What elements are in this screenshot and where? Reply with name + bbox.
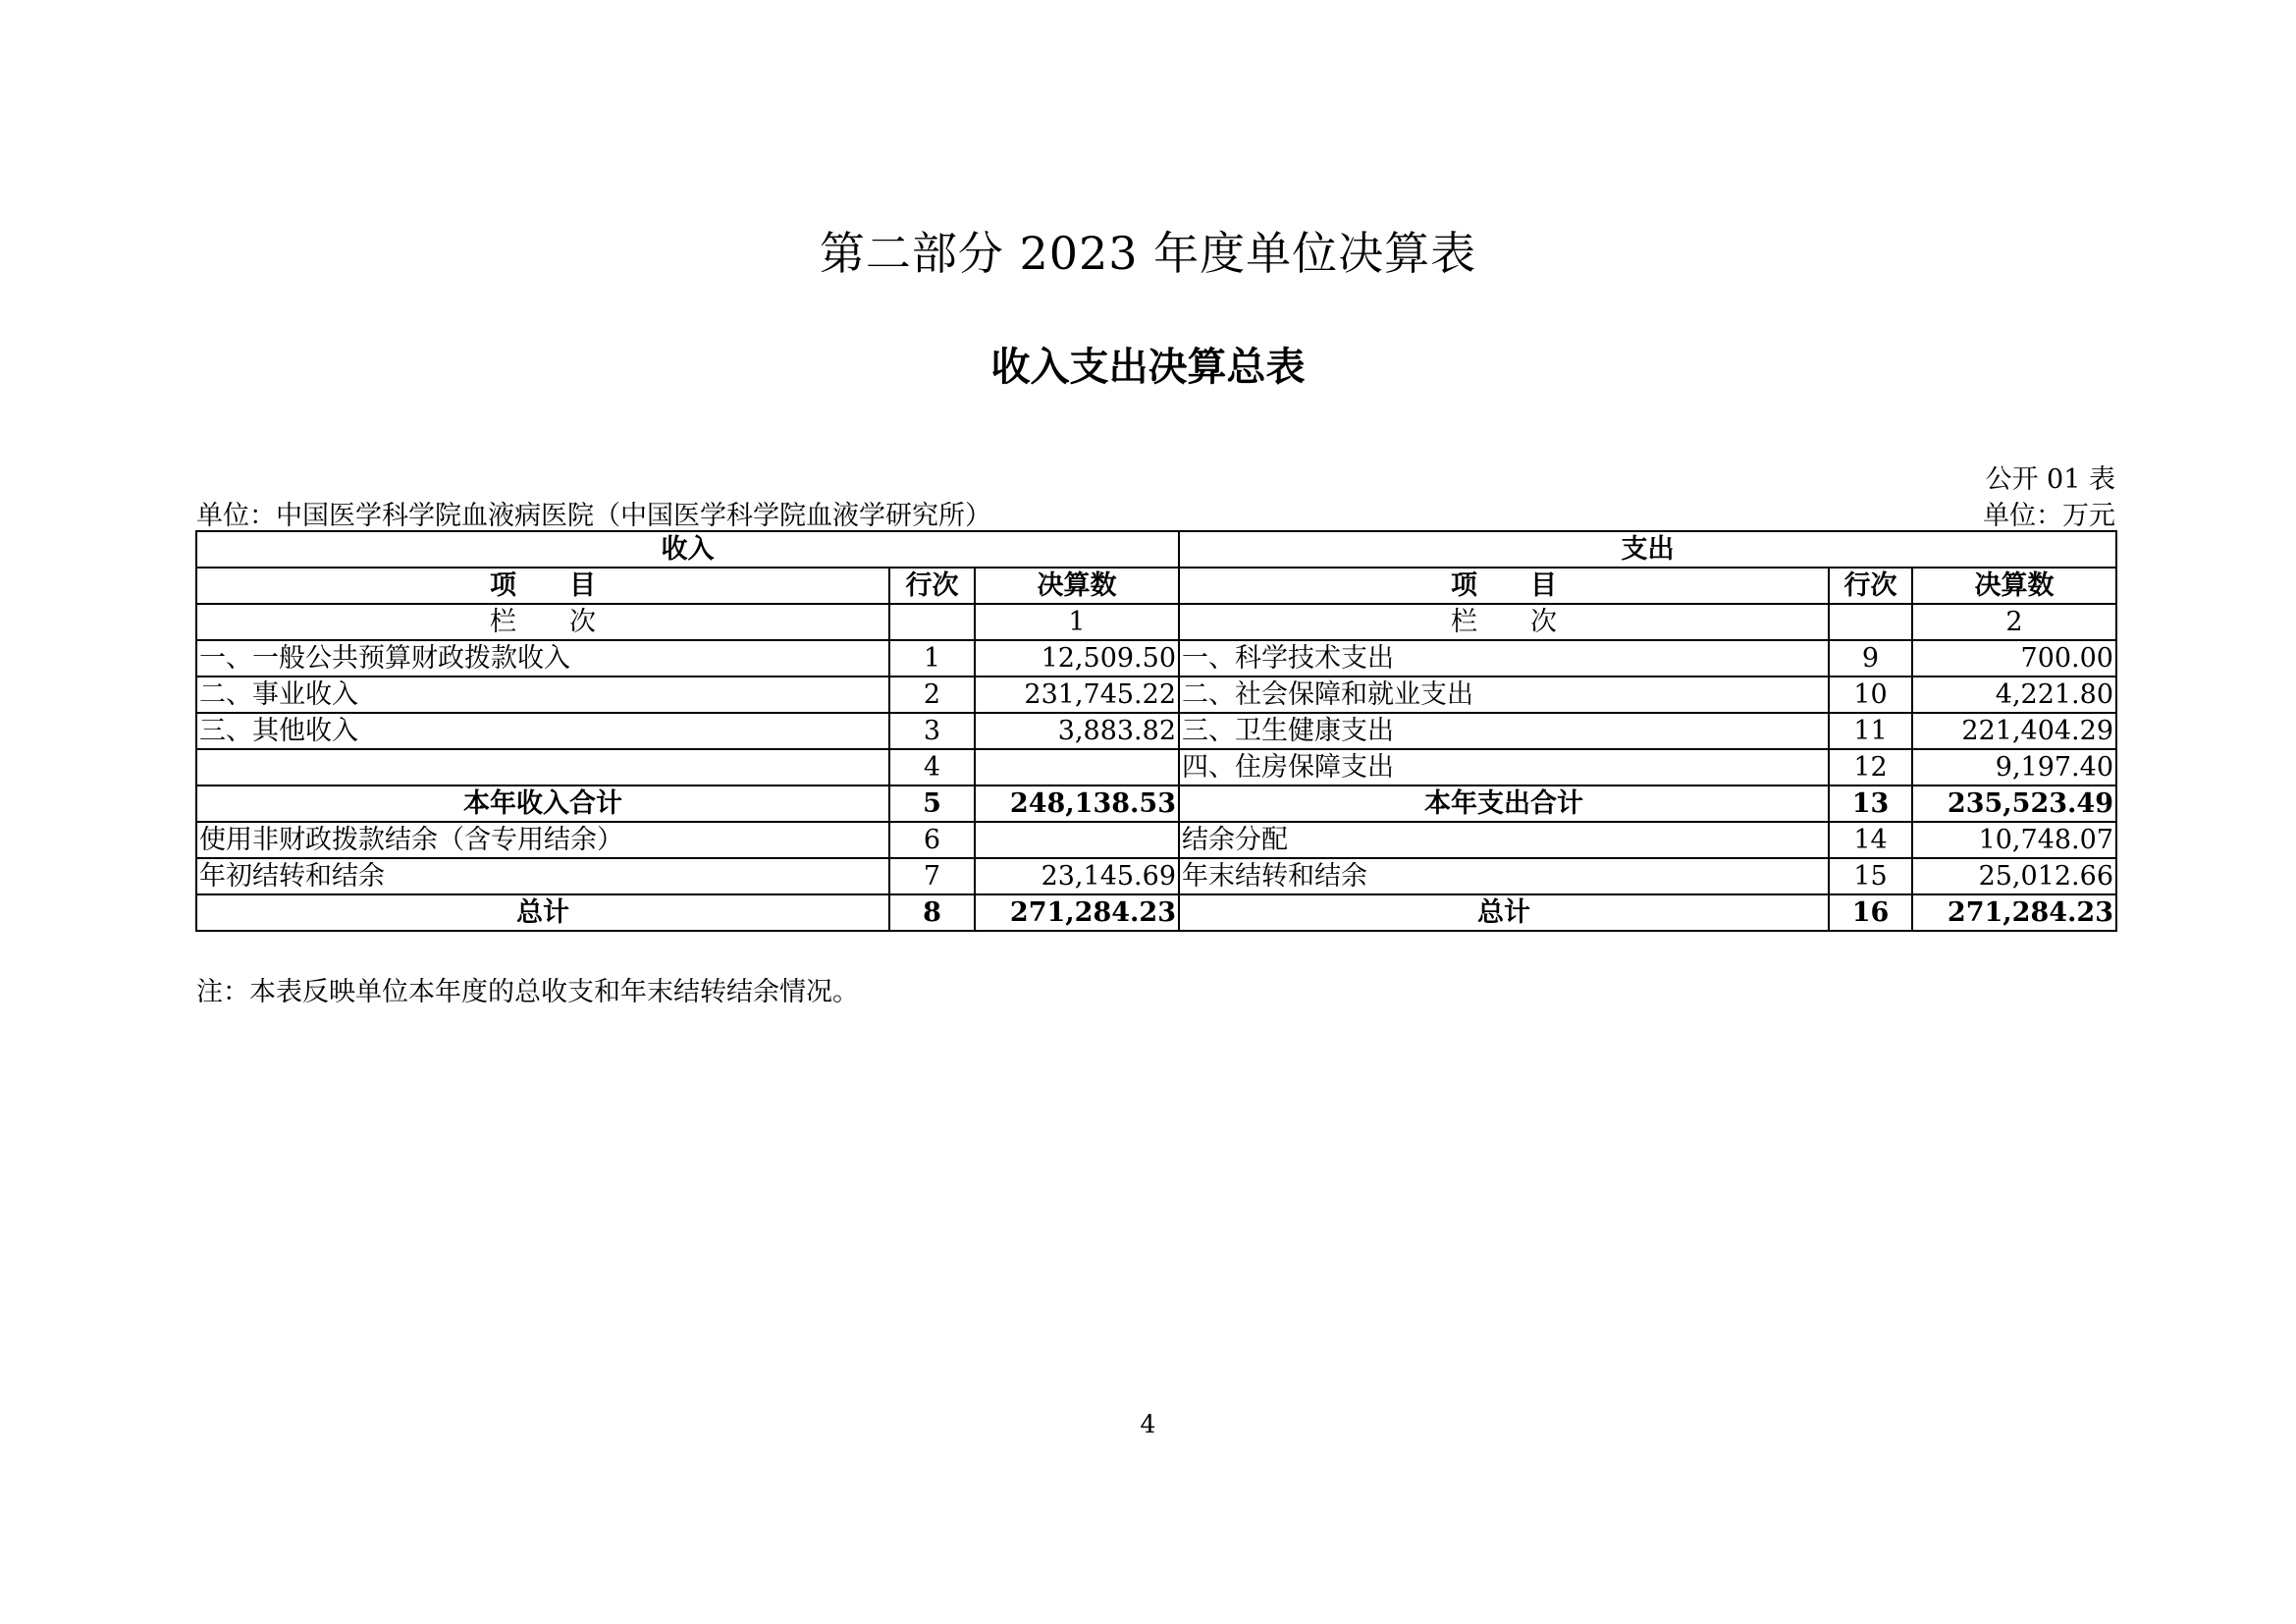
income-total-label: 总计: [196, 894, 889, 931]
income-row-header: 行次: [889, 568, 975, 604]
income-item: [196, 749, 889, 785]
income-row-no: 2: [889, 677, 975, 713]
income-row-no: 1: [889, 640, 975, 677]
income-amount: 3,883.82: [975, 713, 1179, 749]
income-amount: [975, 822, 1179, 858]
table-row: [196, 858, 2116, 894]
expense-amount: 700.00: [1912, 640, 2116, 677]
expense-amount: 4,221.80: [1912, 677, 2116, 713]
income-item-header: 项 目: [196, 568, 889, 604]
unit-currency: 单位：万元: [1983, 501, 2115, 531]
income-amount-header: 决算数: [975, 568, 1179, 604]
table-note: 注：本表反映单位本年度的总收支和年末结转结余情况。: [196, 977, 859, 1007]
income-header: 收入: [196, 531, 1179, 568]
table-title: 收入支出决算总表: [990, 344, 1306, 390]
table-row: [196, 677, 2116, 713]
income-amount: 23,145.69: [975, 858, 1179, 894]
subtotal-row: [196, 785, 2116, 822]
form-code: 公开 01 表: [1985, 464, 2115, 495]
expense-amount: 10,748.07: [1912, 822, 2116, 858]
income-row-no: 7: [889, 858, 975, 894]
expense-item: 四、住房保障支出: [1179, 749, 1829, 785]
table-row: [196, 749, 2116, 785]
expense-row-no: 9: [1829, 640, 1912, 677]
expense-row-no: 10: [1829, 677, 1912, 713]
expense-row-no: 14: [1829, 822, 1912, 858]
income-amount: 231,745.22: [975, 677, 1179, 713]
expense-item: 三、卫生健康支出: [1179, 713, 1829, 749]
income-item: 年初结转和结余: [196, 858, 889, 894]
income-column-label: 栏 次: [196, 604, 889, 640]
expense-item-header: 项 目: [1179, 568, 1829, 604]
grand-total-row: [196, 894, 2116, 931]
expense-amount: 9,197.40: [1912, 749, 2116, 785]
expense-amount-header: 决算数: [1912, 568, 2116, 604]
income-row-no: 5: [889, 785, 975, 822]
income-column-number: 1: [975, 604, 1179, 640]
unit-name: 单位：中国医学科学院血液病医院（中国医学科学院血液学研究所）: [196, 501, 991, 531]
income-row-no: 3: [889, 713, 975, 749]
income-expense-table: [195, 530, 2117, 932]
expense-row-header: 行次: [1829, 568, 1912, 604]
expense-column-row-blank: [1829, 604, 1912, 640]
income-row-no: 8: [889, 894, 975, 931]
expense-subtotal-label: 本年支出合计: [1179, 785, 1829, 822]
expense-row-no: 12: [1829, 749, 1912, 785]
column-header-row: [196, 568, 2116, 604]
section-header-row: [196, 531, 2116, 568]
table-row: [196, 822, 2116, 858]
expense-amount: 25,012.66: [1912, 858, 2116, 894]
income-item: 二、事业收入: [196, 677, 889, 713]
expense-header: 支出: [1179, 531, 2116, 568]
expense-subtotal-amount: 235,523.49: [1912, 785, 2116, 822]
expense-total-amount: 271,284.23: [1912, 894, 2116, 931]
expense-column-number: 2: [1912, 604, 2116, 640]
page-title: 第二部分 2023 年度单位决算表: [819, 227, 1477, 280]
expense-item: 年末结转和结余: [1179, 858, 1829, 894]
income-subtotal-amount: 248,138.53: [975, 785, 1179, 822]
table-row: [196, 640, 2116, 677]
income-total-amount: 271,284.23: [975, 894, 1179, 931]
income-column-row-blank: [889, 604, 975, 640]
expense-amount: 221,404.29: [1912, 713, 2116, 749]
expense-row-no: 15: [1829, 858, 1912, 894]
expense-item: 一、科学技术支出: [1179, 640, 1829, 677]
column-number-row: [196, 604, 2116, 640]
income-subtotal-label: 本年收入合计: [196, 785, 889, 822]
expense-row-no: 13: [1829, 785, 1912, 822]
table-row: [196, 713, 2116, 749]
page-number: 4: [1140, 1410, 1156, 1438]
income-row-no: 6: [889, 822, 975, 858]
expense-item: 结余分配: [1179, 822, 1829, 858]
expense-row-no: 16: [1829, 894, 1912, 931]
expense-total-label: 总计: [1179, 894, 1829, 931]
income-amount: 12,509.50: [975, 640, 1179, 677]
expense-column-label: 栏 次: [1179, 604, 1829, 640]
income-item: 三、其他收入: [196, 713, 889, 749]
expense-item: 二、社会保障和就业支出: [1179, 677, 1829, 713]
income-row-no: 4: [889, 749, 975, 785]
income-item: 一、一般公共预算财政拨款收入: [196, 640, 889, 677]
income-item: 使用非财政拨款结余（含专用结余）: [196, 822, 889, 858]
expense-row-no: 11: [1829, 713, 1912, 749]
income-amount: [975, 749, 1179, 785]
